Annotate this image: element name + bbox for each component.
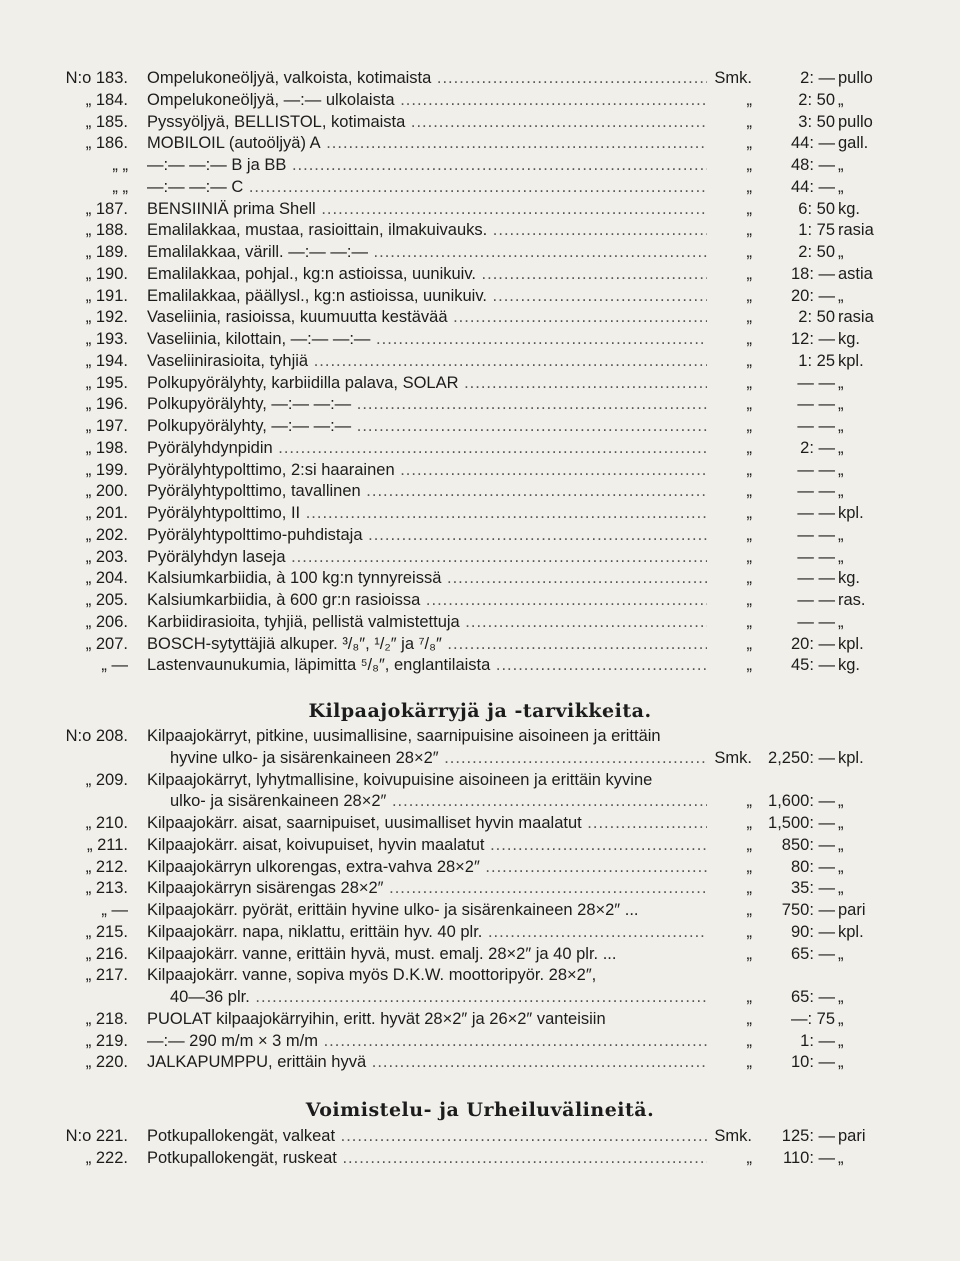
item-number: „ — [101, 901, 128, 919]
item-currency: „ [746, 1009, 752, 1028]
list-item [0, 132, 960, 154]
list-item [0, 285, 960, 307]
list-item [0, 219, 960, 241]
item-price: 125: — [781, 1127, 835, 1145]
item-currency: „ [746, 156, 752, 174]
item-description: Pyssyöljyä, BELLISTOL, kotimaista ..... [147, 111, 707, 133]
item-price: 20: — [790, 286, 835, 305]
item-unit: gall. [838, 134, 869, 153]
item-description: Potkupallokengät, valkeat ..... [147, 1125, 707, 1147]
item-currency: „ [746, 547, 752, 566]
list-item [0, 437, 960, 459]
item-unit: ras. [838, 591, 866, 609]
list-item [0, 812, 960, 834]
item-number: „ 205. [85, 591, 128, 609]
item-currency: Smk. [714, 1127, 752, 1145]
list-item [0, 306, 960, 328]
item-description: BENSIINIÄ prima Shell ..... [147, 198, 707, 220]
item-description: Polkupyörälyhty, —:— —:— ..... [147, 393, 707, 415]
item-description: Potkupallokengät, ruskeat ..... [147, 1147, 707, 1169]
item-price: — — [797, 525, 835, 544]
item-unit: kpl. [838, 748, 864, 767]
item-unit: kpl. [838, 922, 864, 941]
item-number: N:o 208. [65, 727, 128, 745]
item-description: MOBILOIL (autoöljyä) A ..... [147, 132, 707, 154]
list-item [0, 263, 960, 285]
item-unit: kg. [838, 656, 861, 675]
item-price: 2: — [800, 438, 835, 457]
list-item [0, 546, 960, 568]
item-unit: astia [838, 264, 873, 283]
item-price: — — [797, 395, 835, 414]
item-number: „ 193. [85, 330, 128, 348]
item-number: „ 191. [85, 286, 128, 305]
item-description: Vaseliinirasioita, tyhjiä ..... [147, 350, 707, 372]
item-unit: kpl. [838, 504, 864, 522]
item-price: 1,600: — [768, 792, 835, 811]
list-item [0, 725, 960, 747]
item-number: „ 204. [85, 569, 128, 588]
item-description: Lastenvaunukumia, läpimitta ⁵/₈″, englantilaista ..... [147, 654, 707, 676]
item-currency: „ [746, 134, 752, 153]
item-number: „ 186. [85, 134, 128, 153]
item-description: Pyörälyhtypolttimo-puhdistaja ..... [147, 524, 707, 546]
item-price: — — [797, 417, 835, 435]
item-unit: pullo [838, 69, 873, 87]
item-description: Vaseliinia, rasioissa, kuumuutta kestävää ..... [147, 306, 707, 328]
item-unit: „ [838, 286, 844, 305]
item-price: 2: — [800, 69, 835, 87]
item-unit: „ [838, 243, 844, 261]
section-heading-racing-carts: Kilpaajokärryjä ja -tarvikkeita. [308, 700, 652, 722]
item-currency: „ [746, 814, 752, 832]
item-description: Kilpaajokärr. aisat, koivupuiset, hyvin maalatut ..... [147, 834, 707, 856]
item-number: „ 210. [85, 814, 128, 832]
item-currency: „ [746, 1053, 752, 1072]
list-item [0, 111, 960, 133]
item-description: —:— 290 m/m × 3 m/m ..... [147, 1030, 707, 1052]
item-number: „ 211. [87, 835, 128, 854]
item-price: — — [797, 569, 835, 588]
item-number: „ 192. [85, 308, 128, 327]
item-number: „ 185. [85, 112, 128, 131]
list-item [0, 154, 960, 176]
item-currency: „ [746, 482, 752, 501]
item-unit: „ [838, 90, 844, 109]
item-description: BOSCH-sytyttäjiä alkuper. ³/₈″, ¹/₂″ ja ⁷/₈″ ..... [147, 633, 707, 655]
item-number: „ 207. [85, 634, 128, 653]
item-number: „ 213. [85, 879, 128, 898]
item-price: — — [797, 482, 835, 501]
list-item [0, 964, 960, 986]
item-price: 65: — [790, 944, 835, 963]
item-price: 110: — [783, 1148, 835, 1167]
item-description: hyvine ulko- ja sisärenkaineen 28×2″ ..... [170, 747, 707, 769]
item-number: „ „ [112, 156, 128, 174]
list-item [0, 459, 960, 481]
list-item [0, 747, 960, 769]
item-description: 40—36 plr. ..... [170, 986, 707, 1008]
item-description: Pyörälyhdynpidin ..... [147, 437, 707, 459]
item-currency: „ [746, 988, 752, 1006]
item-price: 20: — [790, 634, 835, 653]
item-currency: „ [746, 221, 752, 240]
item-unit: kg. [838, 199, 861, 218]
item-unit: „ [838, 1148, 844, 1167]
list-item [0, 89, 960, 111]
item-currency: „ [746, 525, 752, 544]
item-unit: kg. [838, 569, 861, 588]
list-item [0, 589, 960, 611]
item-price: 3: 50 [798, 112, 835, 131]
item-price: 90: — [790, 922, 835, 941]
item-price: 6: 50 [798, 199, 835, 218]
item-number: „ 220. [85, 1053, 128, 1072]
list-item [0, 372, 960, 394]
item-unit: pullo [838, 112, 873, 131]
item-description: JALKAPUMPPU, erittäin hyvä ..... [147, 1051, 707, 1073]
item-unit: „ [838, 1031, 844, 1050]
item-description: —:— —:— C ..... [147, 176, 707, 198]
item-description: Kilpaajokärryn sisärengas 28×2″ ..... [147, 877, 707, 899]
item-currency: „ [746, 792, 752, 811]
item-number: „ 194. [85, 351, 128, 370]
item-unit: rasia [838, 221, 874, 240]
item-unit: „ [838, 177, 844, 196]
item-price: 1: 25 [798, 351, 835, 370]
item-number: „ 197. [85, 417, 128, 435]
item-description: Emalilakkaa, pohjal., kg:n astioissa, uunikuiv. ..... [147, 263, 707, 285]
item-description: Ompelukoneöljyä, valkoista, kotimaista ..... [147, 67, 707, 89]
item-number: N:o 221. [65, 1127, 128, 1145]
list-item [0, 502, 960, 524]
item-unit: „ [838, 438, 844, 457]
item-currency: „ [746, 395, 752, 414]
list-item [0, 877, 960, 899]
item-currency: „ [746, 835, 752, 854]
list-item [0, 524, 960, 546]
item-description: Kalsiumkarbiidia, à 600 gr:n rasioissa ..... [147, 589, 707, 611]
list-item [0, 856, 960, 878]
item-price: — — [797, 460, 835, 479]
item-price: 44: — [790, 134, 835, 153]
item-currency: „ [746, 857, 752, 876]
item-price: 1: 75 [798, 221, 835, 240]
list-item [0, 1051, 960, 1073]
list-item [0, 415, 960, 437]
list-item [0, 943, 960, 965]
item-currency: „ [746, 330, 752, 348]
item-number: „ 212. [85, 857, 128, 876]
item-price: 1,500: — [768, 814, 835, 832]
item-currency: „ [746, 879, 752, 898]
item-number: „ 219. [85, 1031, 128, 1050]
item-unit: „ [838, 1009, 844, 1028]
list-item [0, 769, 960, 791]
item-unit: „ [838, 156, 844, 174]
item-currency: Smk. [714, 748, 752, 767]
item-description: Pyörälyhdyn laseja ..... [147, 546, 707, 568]
item-description: Pyörälyhtypolttimo, 2:si haarainen ..... [147, 459, 707, 481]
item-currency: „ [746, 112, 752, 131]
item-price: —: 75 [790, 1009, 835, 1028]
item-price: — — [797, 547, 835, 566]
item-price: 65: — [790, 988, 835, 1006]
item-number: „ 203. [85, 547, 128, 566]
item-number: „ 190. [85, 264, 128, 283]
list-item [0, 611, 960, 633]
item-number: „ — [101, 656, 128, 675]
item-unit: kpl. [838, 351, 864, 370]
list-item [0, 1147, 960, 1169]
list-item [0, 198, 960, 220]
list-item [0, 633, 960, 655]
item-currency: „ [746, 944, 752, 963]
item-currency: „ [746, 612, 752, 631]
item-number: „ 202. [85, 525, 128, 544]
item-price: 2: 50 [798, 90, 835, 109]
item-price: 48: — [790, 156, 835, 174]
item-unit: „ [838, 612, 844, 631]
item-description: Vaseliinia, kilottain, —:— —:— ..... [147, 328, 707, 350]
item-unit: „ [838, 547, 844, 566]
list-item [0, 350, 960, 372]
list-item [0, 986, 960, 1008]
item-number: „ 188. [85, 221, 128, 240]
item-unit: „ [838, 814, 844, 832]
item-description: ulko- ja sisärenkaineen 28×2″ ..... [170, 790, 707, 812]
item-currency: „ [746, 569, 752, 588]
item-number: „ 199. [85, 460, 128, 479]
item-description: Pyörälyhtypolttimo, II ..... [147, 502, 707, 524]
item-number: „ 206. [85, 612, 128, 631]
item-number: „ 222. [85, 1148, 128, 1167]
item-currency: „ [746, 922, 752, 941]
item-price: — — [797, 612, 835, 631]
item-price: 2: 50 [798, 308, 835, 327]
item-unit: „ [838, 1053, 844, 1072]
item-number: „ 217. [85, 966, 128, 985]
item-price: 850: — [781, 835, 835, 854]
item-price: 80: — [790, 857, 835, 876]
item-description: Kilpaajokärr. vanne, sopiva myös D.K.W. moottoripyör. 28×2″, [147, 966, 597, 985]
item-currency: „ [746, 656, 752, 675]
item-description: Emalilakkaa, päällysl., kg:n astioissa, uunikuiv. ..... [147, 285, 707, 307]
section-heading-sports: Voimistelu- ja Urheiluvälineitä. [305, 1099, 655, 1121]
item-price: — — [797, 373, 835, 392]
item-unit: „ [838, 835, 844, 854]
item-currency: „ [746, 308, 752, 327]
item-unit: pari [838, 901, 866, 919]
item-price: 1: — [800, 1031, 835, 1050]
item-unit: „ [838, 417, 844, 435]
item-unit: „ [838, 395, 844, 414]
item-description: Emalilakkaa, mustaa, rasioittain, ilmakuivauks. ..... [147, 219, 707, 241]
item-currency: „ [746, 1148, 752, 1167]
list-item [0, 176, 960, 198]
item-currency: „ [746, 177, 752, 196]
item-number: „ 218. [85, 1009, 128, 1028]
item-price: 2: 50 [798, 243, 835, 261]
item-price: 10: — [790, 1053, 835, 1072]
item-number: „ 215. [85, 922, 128, 941]
item-number: „ 198. [85, 438, 128, 457]
item-price: — — [797, 504, 835, 522]
item-currency: „ [746, 373, 752, 392]
list-item [0, 480, 960, 502]
item-price: 12: — [790, 330, 835, 348]
list-item [0, 328, 960, 350]
item-description: Kilpaajokärr. aisat, saarnipuiset, uusimalliset hyvin maalatut ..... [147, 812, 707, 834]
item-price: 45: — [790, 656, 835, 675]
list-item [0, 1030, 960, 1052]
item-unit: „ [838, 482, 844, 501]
list-item [0, 1125, 960, 1147]
list-item [0, 567, 960, 589]
item-description: Kilpaajokärryt, pitkine, uusimallisine, saarnipuisine aisoineen ja erittäin [147, 727, 661, 745]
item-number: „ 196. [85, 395, 128, 414]
item-number: „ „ [112, 177, 128, 196]
item-description: Polkupyörälyhty, karbiidilla palava, SOLAR ..... [147, 372, 707, 394]
list-item [0, 899, 960, 921]
item-unit: „ [838, 988, 844, 1006]
item-currency: Smk. [714, 69, 752, 87]
item-currency: „ [746, 460, 752, 479]
item-currency: „ [746, 901, 752, 919]
item-unit: „ [838, 525, 844, 544]
item-description: Karbiidirasioita, tyhjiä, pellistä valmistettuja ..... [147, 611, 707, 633]
item-unit: pari [838, 1127, 866, 1145]
item-unit: „ [838, 373, 844, 392]
item-currency: „ [746, 417, 752, 435]
item-currency: „ [746, 438, 752, 457]
item-description: Kilpaajokärr. napa, niklattu, erittäin hyv. 40 plr. ..... [147, 921, 707, 943]
item-description: —:— —:— B ja BB ..... [147, 154, 707, 176]
item-description: PUOLAT kilpaajokärryihin, eritt. hyvät 28×2″ ja 26×2″ vanteisiin [147, 1009, 606, 1028]
list-item [0, 1008, 960, 1030]
list-item [0, 790, 960, 812]
item-number: „ 184. [85, 90, 128, 109]
item-currency: „ [746, 1031, 752, 1050]
item-description: Emalilakkaa, värill. —:— —:— ..... [147, 241, 707, 263]
item-description: Kilpaajokärryt, lyhytmallisine, koivupuisine aisoineen ja erittäin kyvine [147, 770, 653, 789]
item-unit: „ [838, 460, 844, 479]
item-description: Kilpaajokärr. pyörät, erittäin hyvine ulko- ja sisärenkaineen 28×2″ ... [147, 901, 639, 919]
item-unit: „ [838, 792, 844, 811]
list-item [0, 834, 960, 856]
item-number: „ 209. [85, 770, 128, 789]
item-number: „ 200. [85, 482, 128, 501]
item-number: „ 201. [85, 504, 128, 522]
item-description: Ompelukoneöljyä, —:— ulkolaista ..... [147, 89, 707, 111]
item-currency: „ [746, 591, 752, 609]
item-unit: „ [838, 944, 844, 963]
item-currency: „ [746, 286, 752, 305]
item-price: 18: — [790, 264, 835, 283]
list-item [0, 393, 960, 415]
list-item [0, 67, 960, 89]
item-unit: rasia [838, 308, 874, 327]
item-description: Pyörälyhtypolttimo, tavallinen ..... [147, 480, 707, 502]
item-price: 35: — [790, 879, 835, 898]
item-unit: kpl. [838, 634, 864, 653]
item-currency: „ [746, 264, 752, 283]
item-number: „ 187. [85, 199, 128, 218]
item-description: Kalsiumkarbiidia, à 100 kg:n tynnyreissä ..... [147, 567, 707, 589]
list-item [0, 241, 960, 263]
item-currency: „ [746, 634, 752, 653]
item-price: 750: — [781, 901, 835, 919]
item-currency: „ [746, 504, 752, 522]
item-unit: „ [838, 879, 844, 898]
item-currency: „ [746, 351, 752, 370]
item-price: — — [797, 591, 835, 609]
list-item [0, 654, 960, 676]
list-item [0, 921, 960, 943]
item-unit: „ [838, 857, 844, 876]
item-number: N:o 183. [65, 69, 128, 87]
item-description: Polkupyörälyhty, —:— —:— ..... [147, 415, 707, 437]
item-price: 44: — [790, 177, 835, 196]
item-price: 2,250: — [768, 748, 835, 767]
item-currency: „ [746, 90, 752, 109]
item-number: „ 195. [85, 373, 128, 392]
item-number: „ 189. [85, 243, 128, 261]
item-number: „ 216. [85, 944, 128, 963]
item-description: Kilpaajokärryn ulkorengas, extra-vahva 28×2″ ..... [147, 856, 707, 878]
item-description: Kilpaajokärr. vanne, erittäin hyvä, must. emalj. 28×2″ ja 40 plr. ... [147, 944, 617, 963]
item-currency: „ [746, 199, 752, 218]
item-unit: kg. [838, 330, 861, 348]
item-currency: „ [746, 243, 752, 261]
